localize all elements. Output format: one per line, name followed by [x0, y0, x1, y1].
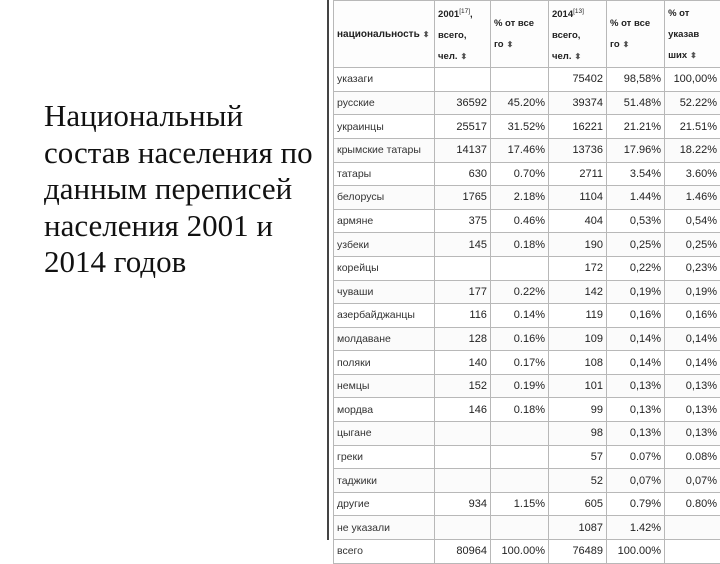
cell-percent-2001	[490, 68, 548, 92]
cell-count-2001: 14137	[435, 138, 491, 162]
cell-percent-2014-all: 0,14%	[607, 351, 665, 375]
table-row	[334, 398, 720, 422]
cell-count-2001	[435, 445, 491, 469]
cell-count-2001: 140	[435, 351, 491, 375]
cell-count-2014: 98	[548, 422, 606, 446]
cell-percent-2014-all: 98,58%	[607, 68, 665, 92]
table-body	[334, 68, 720, 563]
cell-nationality: узбеки	[334, 233, 435, 257]
cell-percent-2001: 0.18%	[490, 233, 548, 257]
table-row	[334, 540, 720, 564]
cell-percent-2001	[490, 256, 548, 280]
table-row	[334, 256, 720, 280]
cell-percent-2001: 0.14%	[490, 304, 548, 328]
cell-nationality: татары	[334, 162, 435, 186]
cell-percent-2014-all: 0.07%	[607, 445, 665, 469]
header-2001-total[interactable]	[435, 1, 491, 68]
sort-icon[interactable]: ⬍	[623, 40, 630, 49]
cell-nationality: армяне	[334, 209, 435, 233]
table-row	[334, 469, 720, 493]
header-2014-percent-all-label: % от все го	[610, 18, 650, 50]
cell-count-2001: 116	[435, 304, 491, 328]
header-2001-year: 2001	[438, 9, 459, 20]
header-2014-percent-all[interactable]	[607, 1, 665, 68]
cell-nationality: всего	[334, 540, 435, 564]
table-row	[334, 209, 720, 233]
cell-percent-2014-all: 0,07%	[607, 469, 665, 493]
cell-nationality: русские	[334, 91, 435, 115]
cell-nationality: поляки	[334, 351, 435, 375]
cell-percent-2014-specified: 0,13%	[665, 398, 720, 422]
cell-count-2001: 146	[435, 398, 491, 422]
cell-count-2014: 172	[548, 256, 606, 280]
table-row	[334, 492, 720, 516]
table-row	[334, 233, 720, 257]
cell-percent-2014-all: 1.44%	[607, 186, 665, 210]
cell-nationality: молдаване	[334, 327, 435, 351]
table-row	[334, 162, 720, 186]
cell-percent-2014-specified: 1.46%	[665, 186, 720, 210]
cell-percent-2014-all: 0,25%	[607, 233, 665, 257]
cell-count-2001	[435, 68, 491, 92]
header-2001-percent-label: % от все го	[494, 18, 534, 50]
cell-percent-2014-specified: 0,14%	[665, 351, 720, 375]
cell-count-2001: 36592	[435, 91, 491, 115]
cell-percent-2014-specified: 18.22%	[665, 138, 720, 162]
cell-nationality: украинцы	[334, 115, 435, 139]
table-row	[334, 374, 720, 398]
cell-percent-2014-specified	[665, 540, 720, 564]
header-2001-ref[interactable]: [17]	[459, 8, 470, 15]
cell-nationality: не указали	[334, 516, 435, 540]
cell-percent-2001: 0.22%	[490, 280, 548, 304]
table-row	[334, 304, 720, 328]
cell-nationality: цыгане	[334, 422, 435, 446]
cell-percent-2014-all: 0,14%	[607, 327, 665, 351]
cell-count-2001: 128	[435, 327, 491, 351]
cell-count-2014: 109	[548, 327, 606, 351]
cell-percent-2014-specified: 0.08%	[665, 445, 720, 469]
cell-percent-2001	[490, 422, 548, 446]
header-nationality[interactable]	[334, 1, 435, 68]
cell-percent-2001	[490, 445, 548, 469]
header-2014-ref[interactable]: [13]	[573, 8, 584, 15]
cell-percent-2001: 2.18%	[490, 186, 548, 210]
cell-percent-2014-specified: 0,25%	[665, 233, 720, 257]
cell-percent-2014-specified: 0,23%	[665, 256, 720, 280]
header-nationality-label: национальность	[337, 29, 420, 40]
header-2014-total[interactable]	[548, 1, 606, 68]
population-table	[333, 0, 720, 564]
cell-percent-2014-all: 0,13%	[607, 398, 665, 422]
table-row	[334, 516, 720, 540]
table-row	[334, 351, 720, 375]
cell-count-2014: 142	[548, 280, 606, 304]
cell-percent-2014-specified: 0,07%	[665, 469, 720, 493]
table-row	[334, 115, 720, 139]
table-row	[334, 280, 720, 304]
cell-percent-2014-specified: 3.60%	[665, 162, 720, 186]
sort-icon[interactable]: ⬍	[690, 51, 697, 60]
table-row	[334, 186, 720, 210]
cell-percent-2014-all: 0,19%	[607, 280, 665, 304]
cell-percent-2014-all: 21.21%	[607, 115, 665, 139]
table-row	[334, 327, 720, 351]
cell-count-2014: 404	[548, 209, 606, 233]
cell-nationality: греки	[334, 445, 435, 469]
table-row	[334, 138, 720, 162]
cell-nationality: корейцы	[334, 256, 435, 280]
cell-count-2001: 934	[435, 492, 491, 516]
cell-percent-2014-specified: 0,13%	[665, 422, 720, 446]
cell-percent-2001	[490, 516, 548, 540]
cell-nationality: мордва	[334, 398, 435, 422]
table-row	[334, 445, 720, 469]
cell-percent-2014-specified: 0,19%	[665, 280, 720, 304]
cell-count-2001: 80964	[435, 540, 491, 564]
cell-percent-2014-all: 100.00%	[607, 540, 665, 564]
cell-percent-2001: 0.19%	[490, 374, 548, 398]
header-2014-percent-specified[interactable]	[665, 1, 720, 68]
cell-nationality: таджики	[334, 469, 435, 493]
cell-nationality: немцы	[334, 374, 435, 398]
cell-count-2014: 57	[548, 445, 606, 469]
cell-percent-2014-all: 3.54%	[607, 162, 665, 186]
cell-percent-2014-specified	[665, 516, 720, 540]
cell-count-2014: 108	[548, 351, 606, 375]
cell-count-2001: 375	[435, 209, 491, 233]
table-row	[334, 91, 720, 115]
cell-nationality: азербайджанцы	[334, 304, 435, 328]
cell-percent-2014-specified: 21.51%	[665, 115, 720, 139]
cell-count-2001: 1765	[435, 186, 491, 210]
cell-count-2001	[435, 422, 491, 446]
cell-percent-2001: 0.46%	[490, 209, 548, 233]
cell-count-2001: 177	[435, 280, 491, 304]
table-header-row	[334, 1, 720, 68]
cell-percent-2001	[490, 469, 548, 493]
cell-percent-2014-specified: 52.22%	[665, 91, 720, 115]
cell-nationality: указаги	[334, 68, 435, 92]
cell-percent-2001: 0.18%	[490, 398, 548, 422]
cell-count-2014: 101	[548, 374, 606, 398]
population-table-panel	[327, 0, 720, 540]
cell-count-2001	[435, 516, 491, 540]
cell-nationality: другие	[334, 492, 435, 516]
cell-count-2014: 119	[548, 304, 606, 328]
cell-percent-2014-all: 0,16%	[607, 304, 665, 328]
cell-count-2001	[435, 256, 491, 280]
cell-count-2014: 75402	[548, 68, 606, 92]
sort-icon[interactable]: ⬍	[461, 52, 468, 61]
cell-nationality: крымские татары	[334, 138, 435, 162]
cell-count-2014: 1087	[548, 516, 606, 540]
cell-count-2014: 13736	[548, 138, 606, 162]
cell-percent-2014-specified: 0,16%	[665, 304, 720, 328]
cell-percent-2014-all: 0,22%	[607, 256, 665, 280]
cell-count-2001: 152	[435, 374, 491, 398]
cell-percent-2014-all: 0.79%	[607, 492, 665, 516]
cell-count-2014: 99	[548, 398, 606, 422]
cell-percent-2014-all: 0,13%	[607, 374, 665, 398]
cell-percent-2014-specified: 0,54%	[665, 209, 720, 233]
sort-icon[interactable]: ⬍	[574, 52, 581, 61]
cell-percent-2014-all: 0,53%	[607, 209, 665, 233]
cell-count-2014: 39374	[548, 91, 606, 115]
cell-nationality: чуваши	[334, 280, 435, 304]
header-2014-percent-specified-label: % от указав ших	[668, 8, 699, 61]
cell-count-2001: 630	[435, 162, 491, 186]
cell-percent-2014-specified: 100,00%	[665, 68, 720, 92]
cell-count-2014: 76489	[548, 540, 606, 564]
cell-percent-2014-all: 0,13%	[607, 422, 665, 446]
cell-percent-2001: 31.52%	[490, 115, 548, 139]
cell-percent-2014-specified: 0.80%	[665, 492, 720, 516]
cell-count-2014: 1104	[548, 186, 606, 210]
cell-percent-2014-all: 51.48%	[607, 91, 665, 115]
header-2014-rest: всего, чел.	[552, 30, 580, 62]
cell-count-2001: 145	[435, 233, 491, 257]
cell-nationality: белорусы	[334, 186, 435, 210]
cell-count-2014: 16221	[548, 115, 606, 139]
cell-percent-2014-all: 17.96%	[607, 138, 665, 162]
table-row	[334, 422, 720, 446]
cell-percent-2014-specified: 0,14%	[665, 327, 720, 351]
cell-count-2014: 190	[548, 233, 606, 257]
cell-percent-2001: 0.16%	[490, 327, 548, 351]
cell-percent-2001: 100.00%	[490, 540, 548, 564]
cell-count-2014: 2711	[548, 162, 606, 186]
sort-icon[interactable]: ⬍	[507, 40, 514, 49]
cell-percent-2001: 1.15%	[490, 492, 548, 516]
slide-title: Национальный состав населения по данным переписей населения 2001 и 2014 годов	[44, 98, 314, 281]
header-2001-rest: , всего, чел.	[438, 9, 473, 62]
header-2001-percent[interactable]	[490, 1, 548, 68]
cell-count-2014: 52	[548, 469, 606, 493]
cell-percent-2001: 17.46%	[490, 138, 548, 162]
cell-percent-2014-all: 1.42%	[607, 516, 665, 540]
cell-percent-2014-specified: 0,13%	[665, 374, 720, 398]
cell-percent-2001: 0.70%	[490, 162, 548, 186]
cell-count-2001	[435, 469, 491, 493]
cell-percent-2001: 45.20%	[490, 91, 548, 115]
header-2014-year: 2014	[552, 9, 573, 20]
sort-icon[interactable]: ⬍	[423, 30, 430, 39]
cell-count-2001: 25517	[435, 115, 491, 139]
cell-percent-2001: 0.17%	[490, 351, 548, 375]
cell-count-2014: 605	[548, 492, 606, 516]
table-row	[334, 68, 720, 92]
